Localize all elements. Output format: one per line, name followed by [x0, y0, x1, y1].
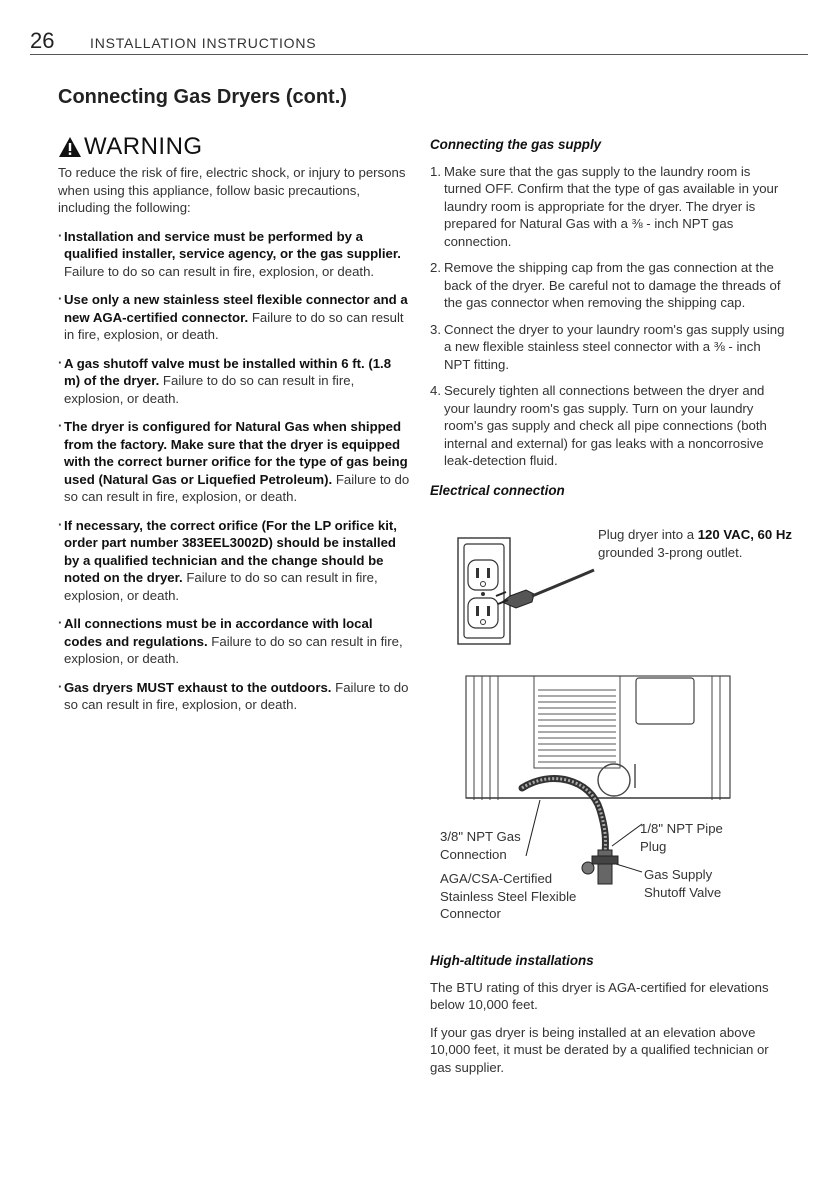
warning-bullet-text: Failure to do so can result in fire, explosion, or death.	[64, 309, 404, 342]
warning-bullet-text: Failure to do so can result in fire, explosion, or death.	[64, 570, 378, 603]
warning-bullet-bold: All connections must be in accordance with local codes and regulations.	[64, 616, 373, 649]
warning-bullet-list	[58, 228, 410, 714]
outlet-illustration	[456, 526, 796, 656]
step-text: Make sure that the gas supply to the laundry room is turned OFF. Confirm that the type of gas available in your laundry room is appropriate for the dryer. The dryer is prepared for Natural Gas with a ⅜ - inch NPT gas connection.	[444, 163, 779, 249]
warning-heading	[58, 133, 410, 161]
high-altitude-heading: High-altitude installations	[430, 953, 594, 968]
warning-bullet-bold: Gas dryers MUST exhaust to the outdoors.	[64, 679, 332, 695]
high-altitude-section	[430, 952, 790, 1086]
gas-supply-step	[430, 382, 790, 470]
warning-bullet-text: Failure to do so can result in fire, explosion, or death.	[64, 373, 355, 406]
page-title: Connecting Gas Dryers (cont.)	[58, 86, 347, 108]
instructions-column	[430, 136, 790, 508]
warning-bullet	[58, 355, 410, 408]
warning-bullet-text: Failure to do so can result in fire, explosion, or death.	[64, 679, 409, 712]
warning-intro: To reduce the risk of fire, electric shock, or injury to persons when using this appliance, follow basic precautions, including the following:	[58, 165, 406, 215]
gas-connection-callout: 3/8" NPT Gas Connection	[440, 829, 521, 862]
page-number: 26	[30, 28, 55, 53]
warning-bullet	[58, 679, 410, 714]
warning-label: WARNING	[84, 133, 203, 161]
electrical-rating: 120 VAC, 60 Hz	[697, 527, 793, 542]
step-text: Remove the shipping cap from the gas connection at the back of the dryer. Be careful not to damage the threads of the gas connector when removing the shipping cap.	[444, 260, 781, 310]
page-header	[30, 28, 808, 55]
warning-bullet	[58, 517, 410, 605]
step-number: 2.	[430, 260, 441, 275]
warning-bullet-bold: Installation and service must be performed by a qualified installer, service agency, or the gas supplier.	[64, 228, 401, 261]
gas-supply-step	[430, 259, 790, 312]
warning-bullet	[58, 228, 410, 281]
gas-supply-heading: Connecting the gas supply	[430, 137, 602, 152]
electrical-text	[598, 526, 798, 561]
warning-triangle-icon	[58, 136, 82, 158]
outlet-plug-icon	[456, 536, 596, 648]
warning-bullet-bold: If necessary, the correct orifice (For the LP orifice kit, order part number 383EEL3002D) should be installed by a qualified technician and the change should be noted on the dryer.	[64, 517, 397, 585]
step-number: 4.	[430, 383, 441, 398]
electrical-heading: Electrical connection	[430, 482, 565, 498]
gas-supply-step	[430, 163, 790, 251]
warning-bullet-bold: A gas shutoff valve must be installed within 6 ft. (1.8 m) of the dryer.	[64, 355, 392, 388]
high-altitude-paragraph-2: If your gas dryer is being installed at an elevation above 10,000 feet, it must be derated by a qualified technician or gas supplier.	[430, 1024, 769, 1075]
connector-callout: AGA/CSA-Certified Stainless Steel Flexible Connector	[440, 871, 577, 921]
warning-bullet-bold: The dryer is configured for Natural Gas when shipped from the factory. Make sure that the dryer is equipped with the correct burner orifice for the type of gas being used (Natural Gas or Liquefied Petroleum).	[64, 419, 408, 487]
warning-column	[58, 133, 410, 725]
gas-connection-diagram	[430, 660, 810, 930]
pipe-plug-callout: 1/8" NPT Pipe Plug	[640, 821, 723, 854]
step-text: Securely tighten all connections between the dryer and your laundry room's gas supply. Turn on your laundry room's gas supply and check all pipe connections (both internal and external) for gas leaks with a noncorrosive leak-detection fluid.	[444, 383, 767, 468]
section-title: INSTALLATION INSTRUCTIONS	[90, 35, 317, 51]
step-number: 3.	[430, 321, 441, 337]
high-altitude-paragraph-1: The BTU rating of this dryer is AGA-certified for elevations below 10,000 feet.	[430, 979, 769, 1012]
warning-bullet-text: Failure to do so can result in fire, explosion, or death.	[64, 633, 403, 666]
gas-supply-step	[430, 321, 790, 374]
warning-bullet-text: Failure to do so can result in fire, explosion, or death.	[64, 471, 410, 504]
warning-bullet	[58, 615, 410, 668]
shutoff-valve-callout: Gas Supply Shutoff Valve	[644, 867, 722, 900]
step-number: 1.	[430, 163, 441, 179]
warning-bullet-text: Failure to do so can result in fire, explosion, or death.	[64, 263, 375, 279]
warning-bullet	[58, 418, 410, 506]
gas-supply-steps	[430, 163, 790, 470]
electrical-text-end: grounded 3-prong outlet.	[598, 544, 743, 560]
warning-bullet-bold: Use only a new stainless steel flexible connector and a new AGA-certified connector.	[64, 292, 408, 325]
warning-bullet	[58, 291, 410, 344]
electrical-text-start: Plug dryer into a	[598, 527, 698, 542]
step-text: Connect the dryer to your laundry room's gas supply using a new flexible stainless steel connector with a ⅜ - inch NPT fitting.	[444, 321, 785, 372]
